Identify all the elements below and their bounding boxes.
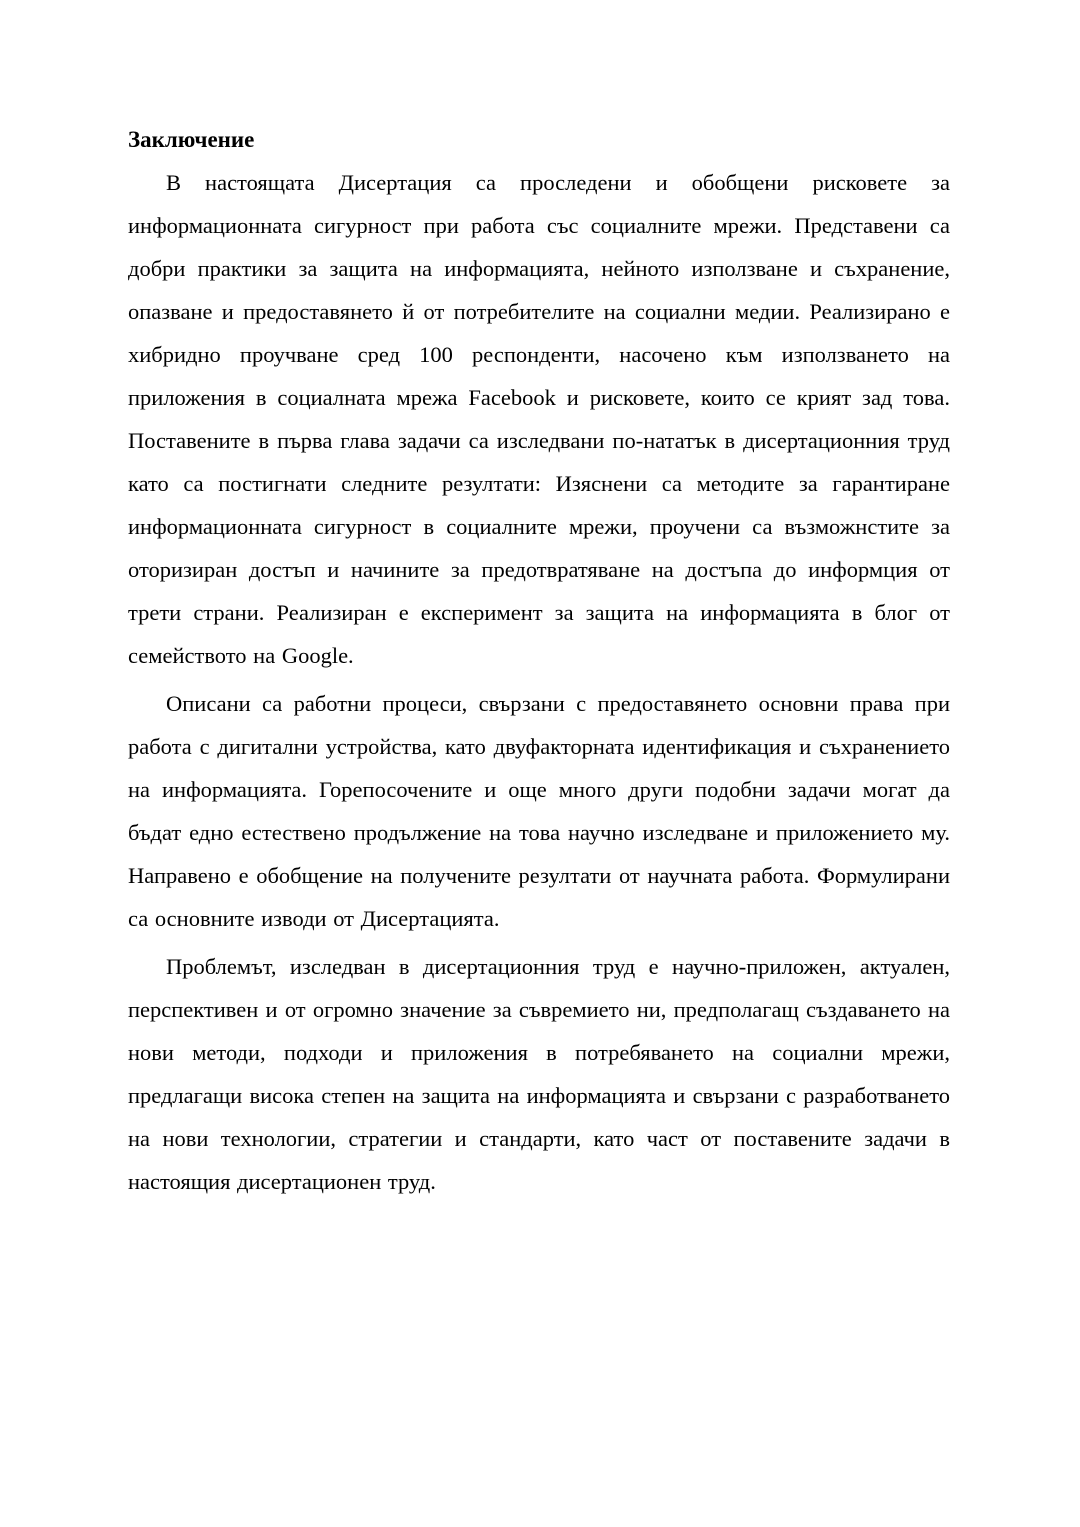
paragraph-2: Описани са работни процеси, свързани с предоставянето основни права при работа с дигитални устройства, като двуфакторната идентификация и съхранението на информацията. Горепосочените и още много други подобни задачи могат да бъдат едно естествено продължение на това научно изследване и приложението му. Направено е обобщение на получените резултати от научната работа. Формулирани са основните изводи от Дисертацията. bbox=[128, 691, 950, 931]
paragraph-1: В настоящата Дисертация са проследени и обобщени рисковете за информационната сигурност при работа със социалните мрежи. Представени са добри практики за защита на информацията, нейното използване и съхранение, опазване и предоставянето й от потребителите на социални медии. Реализирано е хибридно проучване сред 100 респонденти, насочено към използването на приложения в социалната мрежа Facebook и рисковете, които се крият зад това. Поставените в първа глава задачи са изследвани по-нататък в дисертационния труд като са постигнати следните резултати: Изяснени са методите за гарантиране информационната сигурност в социалните мрежи, проучени са възможнстите за оторизиран достъп и начините за предотвратяване на достъпа до информция от трети страни. Реализиран е експеримент за защита на информацията в блог от семейството на Google. bbox=[128, 170, 950, 668]
section-heading: Заключение bbox=[128, 127, 255, 152]
paragraph-3: Проблемът, изследван в дисертационния труд е научно-приложен, актуален, перспективен и от огромно значение за съвремието ни, предполагащ създаването на нови методи, подходи и приложения в потребяването на социални мрежи, предлагащи висока степен на защита на информацията и свързани с разработването на нови технологии, стратегии и стандарти, като част от поставените задачи в настоящия дисертационен труд. bbox=[128, 954, 950, 1194]
